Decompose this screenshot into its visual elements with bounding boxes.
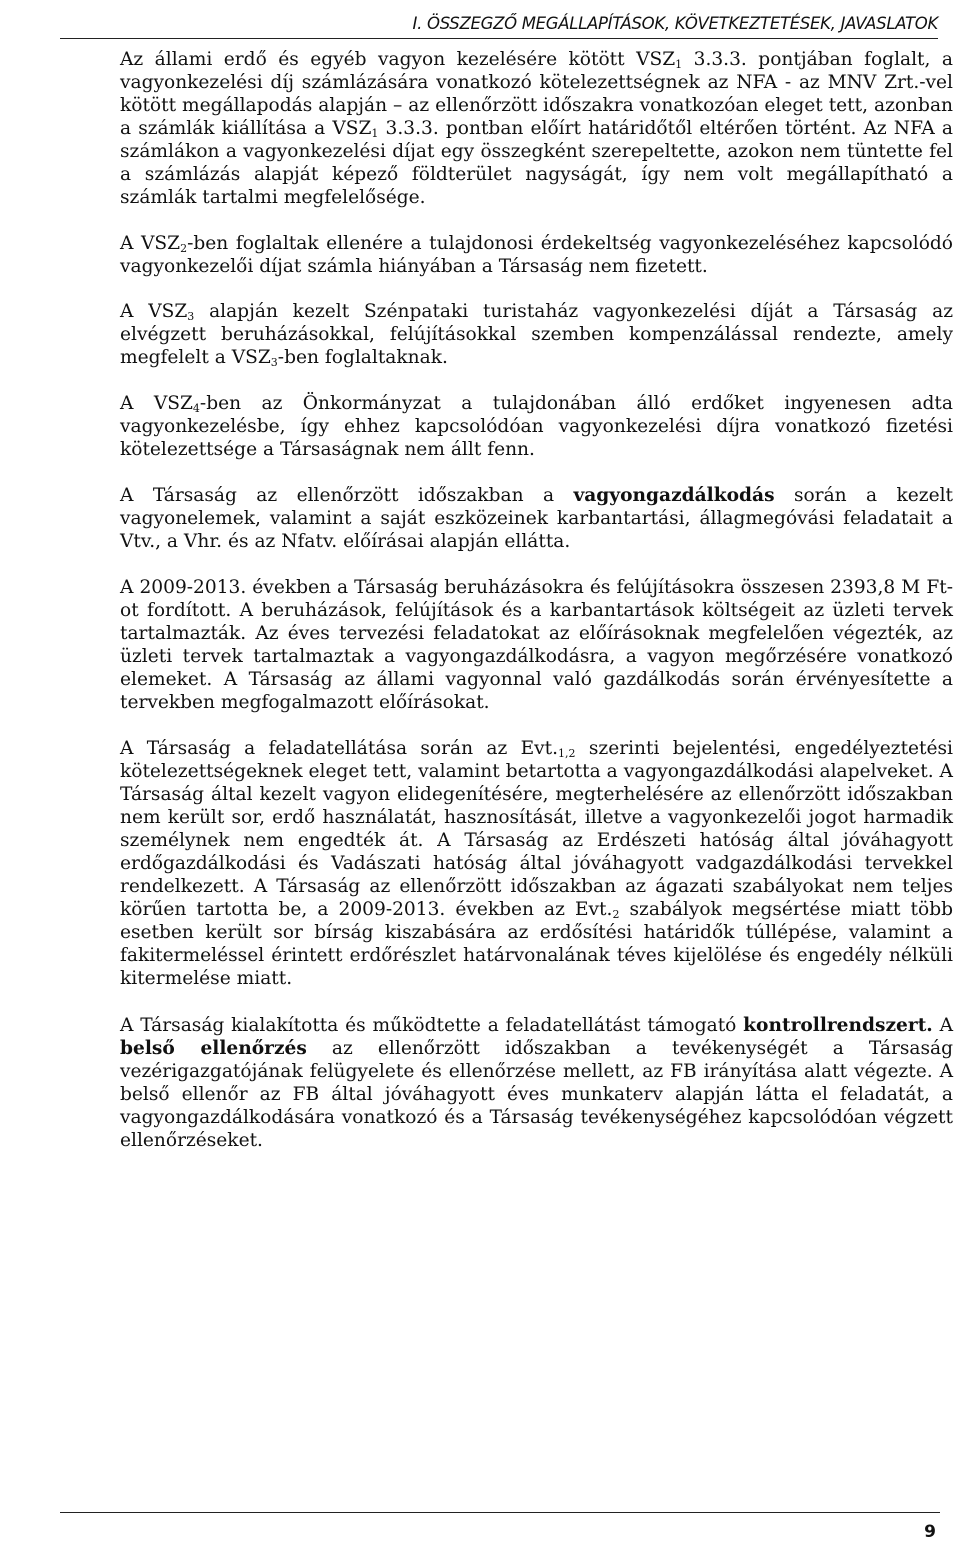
paragraph-8 xyxy=(120,1014,953,1152)
paragraph-5 xyxy=(120,484,953,553)
text-run: -ben az Önkormányzat a tulajdonában álló erdőket ingyenesen adta vagyonkezelésbe, így ehhez kapcsolódóan vagyonkezelési díjra vonatkozó fizetési kötelezettsége a Társaságnak nem állt fenn. xyxy=(120,393,953,460)
text-run: A Társaság az ellenőrzött időszakban a xyxy=(120,485,574,506)
text-run: A VSZ xyxy=(120,233,181,254)
text-run: során a kezelt vagyonelemek, valamint a saját eszközeinek karbantartási, állagmegóvási feladatait a Vtv., a Vhr. és az Nfatv. előírásai alapján ellátta. xyxy=(120,485,953,552)
emphasis-term: vagyongazdálkodás xyxy=(573,485,775,506)
paragraph-6: A 2009-2013. években a Társaság beruházásokra és felújításokra összesen 2393,8 M Ft-ot fordított. A beruházások, felújítások és a karbantartások költségeit az üzleti tervek tartalmazták. Az éves tervezési feladatokat az előírásoknak megfelelően végezték, az üzleti tervek tartalmaztak a vagyongazdálkodásra, a vagyon megőrzésére vonatkozó elemeket. A Társaság az állami vagyonnal való gazdálkodás során érvényesítette a tervekben megfogalmazott előírásokat. xyxy=(120,577,953,713)
paragraph-7 xyxy=(120,737,953,990)
subscript: 4 xyxy=(192,402,200,415)
emphasis-term: kontrollrendszert. xyxy=(743,1015,933,1036)
footer-divider xyxy=(60,1512,940,1513)
subscript: 1 xyxy=(675,58,683,71)
emphasis-term: belső ellenőrzés xyxy=(120,1038,307,1059)
subscript: 3 xyxy=(270,356,278,369)
subscript: 2 xyxy=(612,908,620,921)
text-run: Az állami erdő és egyéb vagyon kezelésére kötött VSZ xyxy=(120,49,676,70)
text-run: -ben foglaltak ellenére a tulajdonosi érdekeltség vagyonkezeléséhez kapcsolódó vagyonkezelői díjat számla hiányában a Társaság nem fizetett. xyxy=(120,233,953,277)
paragraph-1 xyxy=(120,48,953,209)
subscript: 3 xyxy=(187,310,195,323)
text-run: A Társaság kialakította és működtette a feladatellátást támogató xyxy=(120,1015,744,1036)
paragraph-2 xyxy=(120,232,953,278)
text-run: A VSZ xyxy=(120,393,193,414)
subscript: 1,2 xyxy=(558,747,576,760)
text-run: szerinti bejelentési, engedélyeztetési kötelezettségeknek eleget tett, valamint betartotta a vagyongazdálkodási alapelveket. A Társaság által kezelt vagyon elidegenítésére, megterhelésére az ellenőrzött időszakban nem került sor, erdő használatát, hasznosítását, illetve a vagyonkezelői jogot harmadik személynek nem engedték át. A Társaság az Erdészeti hatóság által jóváhagyott erdőgazdálkodási és Vadászati hatóság által jóváhagyott vadgazdálkodási tervekkel rendelkezett. A Társaság az ellenőrzött időszakban az ágazati szabályokat nem teljes körűen tartotta be, a 2009-2013. években az Evt. xyxy=(120,738,954,920)
page-header xyxy=(60,12,938,39)
paragraph-4 xyxy=(120,392,953,461)
text-run: A Társaság a feladatellátása során az Evt. xyxy=(120,738,559,759)
text-run: A VSZ xyxy=(120,301,188,322)
text-run: 3.3.3. pontjában foglalt, a vagyonkezelési díj számlázására vonatkozó kötelezettségnek az NFA - az MNV Zrt.-vel kötött megállapodás alapján – az ellenőrzött időszakra vonatkozóan eleget tett, azonban a számlák kiállítása a VSZ xyxy=(120,49,953,139)
paragraph-3 xyxy=(120,300,953,369)
text-run: A xyxy=(932,1015,953,1036)
text-run: -ben foglaltaknak. xyxy=(277,347,448,368)
subscript: 1 xyxy=(371,127,379,140)
page-body xyxy=(120,48,953,1175)
text-run: szabályok megsértése miatt több esetben került sor bírság kiszabására az erdősítési határidők túllépése, valamint a fakitermeléssel érintett erdőrészlet határvonalának téves kijelölése és engedély nélküli kitermelése miatt. xyxy=(120,899,953,989)
subscript: 2 xyxy=(180,242,188,255)
text-run: 3.3.3. pontban előírt határidőtől eltérően történt. Az NFA a számlákon a vagyonkezelési díjat egy összegként szerepeltette, azokon nem tüntette fel a számlázás alapját képező földterület nagyságát, így nem volt megállapítható a számlák tartalmi megfelelősége. xyxy=(120,118,953,208)
text-run: az ellenőrzött időszakban a tevékenységét a Társaság vezérigazgatójának felügyelete és ellenőrzése mellett, az FB irányítása alatt végezte. A belső ellenőr az FB által jóváhagyott éves munkaterv alapján látta el feladatát, a vagyongazdálkodására vonatkozó és a Társaság tevékenységéhez kapcsolódóan végzett ellenőrzéseket. xyxy=(120,1038,953,1151)
page-number: 9 xyxy=(924,1522,936,1542)
text-run: alapján kezelt Szénpataki turistaház vagyonkezelési díját a Társaság az elvégzett beruházásokkal, felújításokkal szemben kompenzálással rendezte, amely megfelelt a VSZ xyxy=(120,301,953,368)
chapter-title: I. ÖSSZEGZŐ MEGÁLLAPÍTÁSOK, KÖVETKEZTETÉSEK, JAVASLATOK xyxy=(412,14,938,33)
